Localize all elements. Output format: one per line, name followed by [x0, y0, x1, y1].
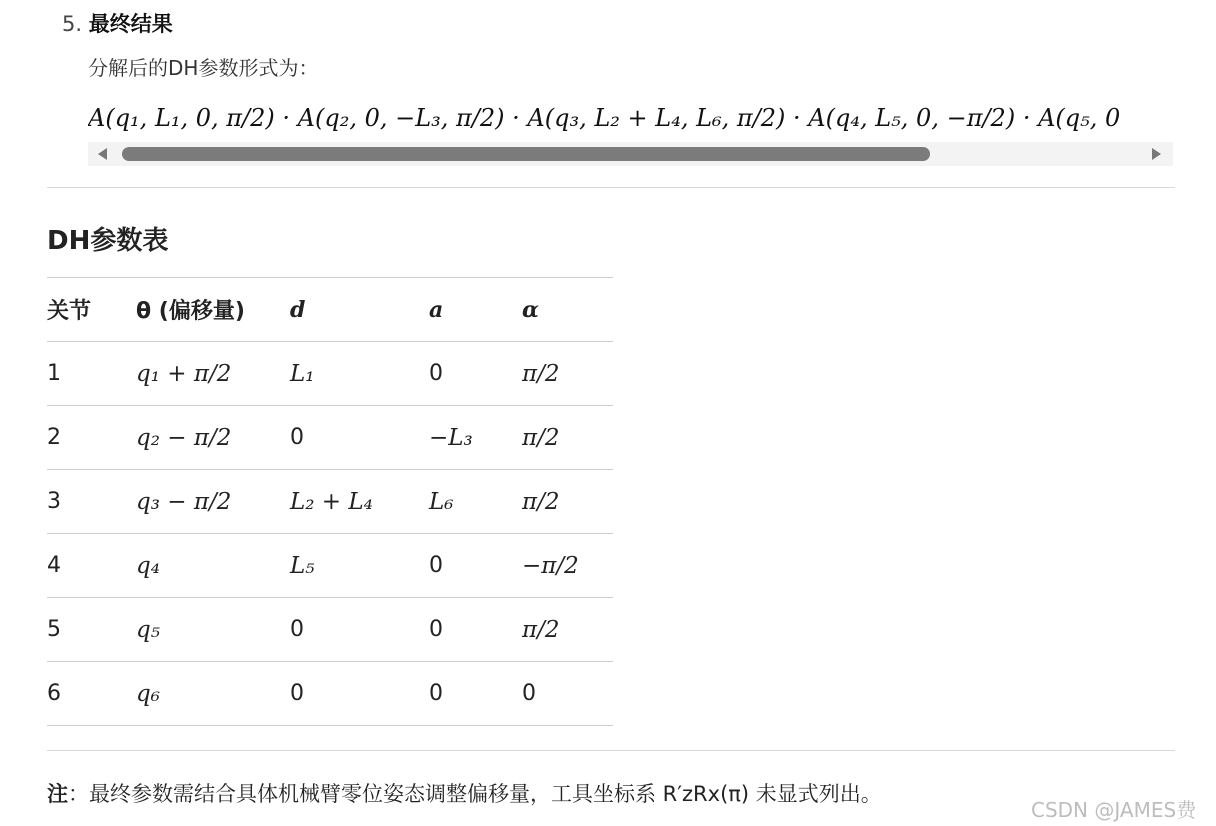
footnote — [47, 778, 882, 808]
scroll-left-arrow-icon[interactable] — [98, 148, 107, 160]
csdn-watermark: CSDN @JAMES费 — [1031, 798, 1197, 822]
cell-joint: 4 — [47, 534, 136, 598]
dh-formula: A(q₁, L₁, 0, π/2) · A(q₂, 0, −L₃, π/2) · A(q₃, L₂ + L₄, L₆, π/2) · A(q₄, L₅, 0, −π/2) · A(q₅, 0 — [88, 104, 1121, 132]
cell-d: 0 — [290, 598, 429, 662]
cell-d: 0 — [290, 406, 429, 470]
cell-d: L₅ — [290, 534, 429, 598]
cell-theta: q₄ — [136, 534, 290, 598]
cell-theta: q₂ − π/2 — [136, 406, 290, 470]
step-heading — [62, 8, 173, 38]
step-number: 5. — [62, 12, 83, 36]
scrollbar-thumb[interactable] — [122, 147, 930, 161]
intro-text: 分解后的DH参数形式为： — [88, 56, 319, 80]
table-row — [47, 342, 613, 406]
cell-joint: 1 — [47, 342, 136, 406]
scroll-right-arrow-icon[interactable] — [1152, 148, 1161, 160]
cell-d: L₂ + L₄ — [290, 470, 429, 534]
cell-alpha: 0 — [522, 662, 613, 726]
cell-joint: 6 — [47, 662, 136, 726]
cell-theta: q₆ — [136, 662, 290, 726]
cell-alpha: π/2 — [522, 406, 613, 470]
table-row — [47, 406, 613, 470]
cell-alpha: −π/2 — [522, 534, 613, 598]
footnote-text: ：最终参数需结合具体机械臂零位姿态调整偏移量，工具坐标系 R′zRx(π) 未显式列出。 — [68, 782, 882, 806]
cell-theta: q₁ + π/2 — [136, 342, 290, 406]
header-d: d — [290, 278, 429, 342]
dh-parameter-table — [47, 277, 613, 726]
divider-top — [47, 187, 1175, 188]
table-row — [47, 534, 613, 598]
cell-a: L₆ — [429, 470, 522, 534]
cell-d: L₁ — [290, 342, 429, 406]
cell-joint: 3 — [47, 470, 136, 534]
cell-theta: q₃ − π/2 — [136, 470, 290, 534]
cell-joint: 5 — [47, 598, 136, 662]
header-joint: 关节 — [47, 278, 136, 342]
header-a: a — [429, 278, 522, 342]
cell-a: −L₃ — [429, 406, 522, 470]
divider-bottom — [47, 750, 1175, 751]
formula-scroll-container[interactable] — [88, 100, 1173, 166]
table-row — [47, 662, 613, 726]
cell-a: 0 — [429, 598, 522, 662]
table-row — [47, 598, 613, 662]
header-alpha: α — [522, 278, 613, 342]
cell-a: 0 — [429, 534, 522, 598]
cell-theta: q₅ — [136, 598, 290, 662]
cell-a: 0 — [429, 342, 522, 406]
cell-alpha: π/2 — [522, 470, 613, 534]
cell-alpha: π/2 — [522, 598, 613, 662]
cell-a: 0 — [429, 662, 522, 726]
cell-d: 0 — [290, 662, 429, 726]
footnote-label: 注 — [47, 782, 68, 806]
step-title: 最终结果 — [88, 12, 173, 36]
cell-alpha: π/2 — [522, 342, 613, 406]
horizontal-scrollbar[interactable] — [88, 142, 1173, 166]
table-title: DH参数表 — [47, 226, 169, 256]
cell-joint: 2 — [47, 406, 136, 470]
table-header-row — [47, 278, 613, 342]
table-row — [47, 470, 613, 534]
header-theta: θ (偏移量) — [136, 278, 290, 342]
